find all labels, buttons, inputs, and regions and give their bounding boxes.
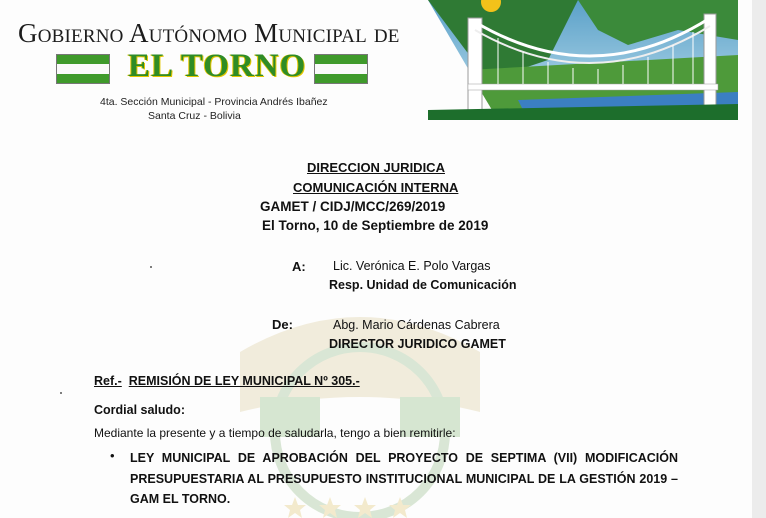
scan-speck — [150, 266, 152, 268]
recipient-name: Lic. Verónica E. Polo Vargas — [333, 259, 491, 273]
left-flag-icon — [56, 54, 110, 84]
reference-code: GAMET / CIDJ/MCC/269/2019 — [260, 199, 446, 214]
bullet-icon: • — [110, 448, 115, 463]
bridge-illustration — [428, 0, 738, 120]
recipient-role: Resp. Unidad de Comunicación — [329, 278, 517, 292]
sender-label: De: — [272, 317, 293, 332]
greeting: Cordial saludo: — [94, 403, 185, 417]
reference-label: Ref.- — [94, 374, 122, 388]
intro-text: Mediante la presente y a tiempo de saludarla, tengo a bien remitirle: — [94, 426, 456, 440]
recipient-label: A: — [292, 259, 306, 274]
scan-speck — [60, 392, 62, 394]
reference-line — [94, 374, 360, 388]
list-item: LEY MUNICIPAL DE APROBACIÓN DEL PROYECTO DE SEPTIMA (VII) MODIFICACIÓN PRESUPUESTARIA AL PRESUPUESTO INSTITUCIONAL MUNICIPAL DE LA GESTIÓN 2019 – GAM EL TORNO. — [130, 451, 678, 506]
sender-role: DIRECTOR JURIDICO GAMET — [329, 337, 506, 351]
document-type: COMUNICACIÓN INTERNA — [293, 180, 459, 195]
reference-text: REMISIÓN DE LEY MUNICIPAL Nº 305.- — [128, 374, 360, 388]
town-name: EL TORNO — [128, 48, 307, 84]
municipal-location: Santa Cruz - Bolivia — [148, 110, 241, 122]
government-title: Gobierno Autónomo Municipal de — [18, 18, 400, 48]
department-heading: DIRECCION JURIDICA — [307, 160, 445, 175]
right-flag-icon — [314, 54, 368, 84]
sender-name: Abg. Mario Cárdenas Cabrera — [333, 318, 500, 332]
municipal-section: 4ta. Sección Municipal - Provincia Andrés Ibañez — [100, 96, 328, 108]
scan-edge — [752, 0, 766, 518]
place-date: El Torno, 10 de Septiembre de 2019 — [262, 218, 489, 233]
